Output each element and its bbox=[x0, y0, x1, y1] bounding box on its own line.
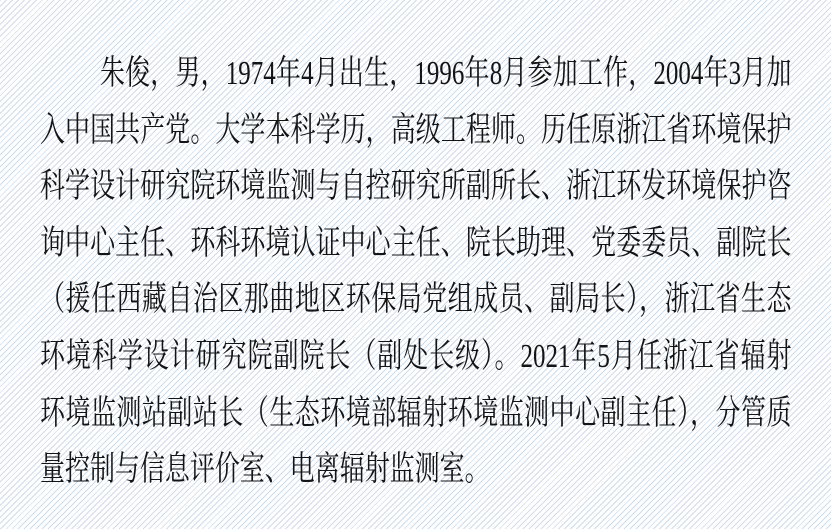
bio-line-2: 入中国共产党。大学本科学历，高级工程师。历任原浙江省环境保护 bbox=[40, 111, 792, 149]
bio-line-5: （援任西藏自治区那曲地区环保局党组成员、副局长），浙江省生态 bbox=[40, 281, 792, 319]
bio-line-1: 朱俊，男，1974年4月出生，1996年8月参加工作，2004年3月加 bbox=[99, 55, 792, 92]
bio-line-8: 量控制与信息评价室、电离辐射监测室。 bbox=[40, 451, 490, 489]
bio-line-4: 询中心主任、环科环境认证中心主任、院长助理、党委委员、副院长 bbox=[40, 224, 792, 262]
bio-paragraph bbox=[40, 46, 791, 499]
bio-line-3: 科学设计研究院环境监测与自控研究所副所长、浙江环发环境保护咨 bbox=[40, 168, 792, 206]
bio-line-7: 环境监测站副站长（生态环境部辐射环境监测中心副主任），分管质 bbox=[40, 394, 792, 432]
bio-line-6: 环境科学设计研究院副院长（副处长级）。2021年5月任浙江省辐射 bbox=[40, 337, 792, 375]
